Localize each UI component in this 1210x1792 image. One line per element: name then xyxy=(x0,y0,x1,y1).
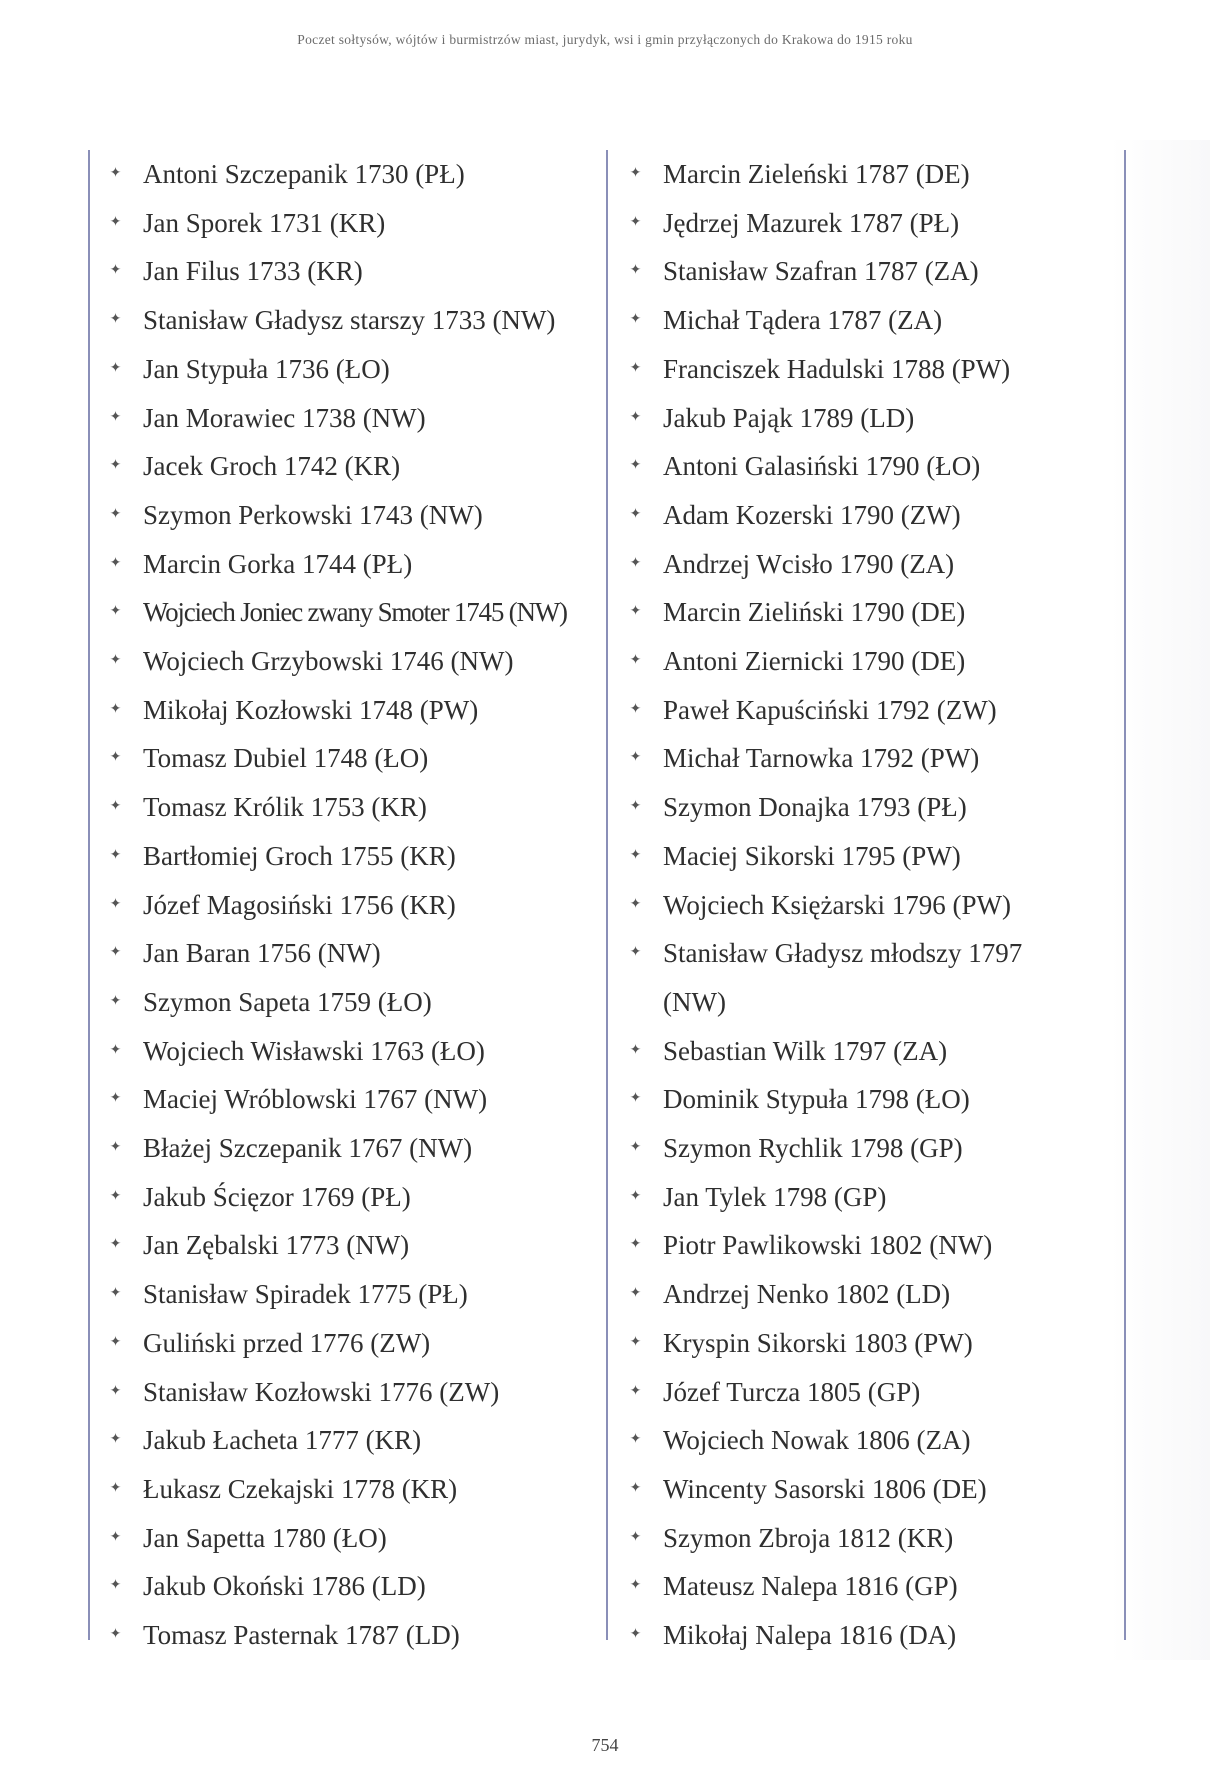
bullet-icon: ✦ xyxy=(629,1432,642,1448)
list-item-text: Szymon Zbroja 1812 (KR) xyxy=(663,1522,954,1553)
list-item xyxy=(88,1319,606,1368)
bullet-icon: ✦ xyxy=(109,166,122,181)
list-item xyxy=(88,1465,606,1514)
list-item-text: Tomasz Królik 1753 (KR) xyxy=(143,792,427,823)
list-item-text: Jan Baran 1756 (NW) xyxy=(143,938,381,969)
list-item xyxy=(608,1562,1124,1611)
list-item-text: Andrzej Nenko 1802 (LD) xyxy=(663,1279,951,1310)
list-item xyxy=(88,150,606,199)
bullet-icon: ✦ xyxy=(109,506,122,522)
bullet-icon: ✦ xyxy=(109,604,122,620)
list-item xyxy=(88,1027,606,1076)
list-item xyxy=(88,978,606,1027)
bullet-icon: ✦ xyxy=(629,312,642,328)
list-item xyxy=(608,1173,1124,1222)
list-item-text: Piotr Pawlikowski 1802 (NW) xyxy=(663,1230,993,1261)
right-column-rule xyxy=(1124,150,1126,1640)
list-item-text: Paweł Kapuściński 1792 (ZW) xyxy=(663,694,997,725)
bullet-icon: ✦ xyxy=(109,1188,122,1204)
list-item xyxy=(88,734,606,783)
list-item xyxy=(88,686,606,735)
list-item xyxy=(608,734,1124,783)
list-item xyxy=(608,1319,1124,1368)
bullet-icon: ✦ xyxy=(629,263,642,279)
list-item xyxy=(608,1514,1124,1563)
bullet-icon: ✦ xyxy=(109,263,122,279)
list-item xyxy=(88,345,606,394)
list-item xyxy=(608,1465,1124,1514)
page-number: 754 xyxy=(591,1735,619,1755)
list-item xyxy=(608,345,1124,394)
list-item xyxy=(608,199,1124,248)
bullet-icon: ✦ xyxy=(109,458,122,474)
bullet-icon: ✦ xyxy=(109,360,122,376)
list-item-text: Andrzej Wcisło 1790 (ZA) xyxy=(663,548,955,579)
list-item-text: Tomasz Dubiel 1748 (ŁO) xyxy=(143,743,429,774)
bullet-icon: ✦ xyxy=(629,166,642,181)
list-item-text: Jan Filus 1733 (KR) xyxy=(143,256,363,287)
list-item xyxy=(88,491,606,540)
list-item-text: Jakub Okoński 1786 (LD) xyxy=(143,1571,426,1602)
list-item-text: Mateusz Nalepa 1816 (GP) xyxy=(663,1571,958,1602)
bullet-icon: ✦ xyxy=(629,555,642,571)
bullet-icon: ✦ xyxy=(629,1188,642,1204)
list-item-text: Mikołaj Kozłowski 1748 (PW) xyxy=(143,694,479,725)
bullet-icon: ✦ xyxy=(109,1578,122,1594)
list-item-text: Stanisław Szafran 1787 (ZA) xyxy=(663,256,979,287)
bullet-icon: ✦ xyxy=(629,1578,642,1594)
list-item xyxy=(88,296,606,345)
list-item xyxy=(88,832,606,881)
list-item xyxy=(608,1221,1124,1270)
name-list-frame xyxy=(88,150,1126,1651)
list-item xyxy=(88,394,606,443)
bullet-icon: ✦ xyxy=(109,409,122,425)
list-item xyxy=(88,1514,606,1563)
bullet-icon: ✦ xyxy=(109,312,122,328)
list-item-text: Adam Kozerski 1790 (ZW) xyxy=(663,499,961,530)
list-item-text: Jakub Pająk 1789 (LD) xyxy=(663,402,915,433)
bullet-icon: ✦ xyxy=(109,653,122,669)
list-item-text: Dominik Stypuła 1798 (ŁO) xyxy=(663,1084,970,1115)
list-item xyxy=(608,1027,1124,1076)
running-header: Poczet sołtysów, wójtów i burmistrzów miast, jurydyk, wsi i gmin przyłączonych do Krakowa do 1915 roku xyxy=(297,32,913,47)
bullet-icon: ✦ xyxy=(629,604,642,620)
bullet-icon: ✦ xyxy=(629,847,642,863)
list-item xyxy=(608,296,1124,345)
list-item-text: Jan Tylek 1798 (GP) xyxy=(663,1181,887,1212)
list-item xyxy=(608,783,1124,832)
bullet-icon: ✦ xyxy=(629,1237,642,1253)
list-item xyxy=(608,1075,1124,1124)
list-item-text: Łukasz Czekajski 1778 (KR) xyxy=(143,1473,458,1504)
list-item xyxy=(608,394,1124,443)
list-item xyxy=(88,1221,606,1270)
bullet-icon: ✦ xyxy=(109,1042,122,1058)
list-item-text: Wojciech Grzybowski 1746 (NW) xyxy=(143,646,514,677)
list-item xyxy=(88,1368,606,1417)
list-item-text: Józef Turcza 1805 (GP) xyxy=(663,1376,921,1407)
list-item xyxy=(608,929,1124,1026)
bullet-icon: ✦ xyxy=(629,799,642,815)
list-item xyxy=(608,247,1124,296)
list-item xyxy=(88,1611,606,1660)
bullet-icon: ✦ xyxy=(629,1286,642,1302)
list-item-text: Jan Morawiec 1738 (NW) xyxy=(143,402,426,433)
bullet-icon: ✦ xyxy=(109,1432,122,1448)
list-item-text: Jędrzej Mazurek 1787 (PŁ) xyxy=(663,207,960,238)
list-item xyxy=(608,588,1124,637)
bullet-icon: ✦ xyxy=(109,1480,122,1496)
list-item-text: Mikołaj Nalepa 1816 (DA) xyxy=(663,1620,957,1651)
bullet-icon: ✦ xyxy=(109,555,122,571)
bullet-icon: ✦ xyxy=(629,1480,642,1496)
bullet-icon: ✦ xyxy=(629,1091,642,1107)
list-item-text: Franciszek Hadulski 1788 (PW) xyxy=(663,353,1011,384)
list-item-text: Jakub Ścięzor 1769 (PŁ) xyxy=(143,1181,411,1212)
list-item-text: Stanisław Spiradek 1775 (PŁ) xyxy=(143,1279,468,1310)
list-item-text: Stanisław Gładysz młodszy 1797 (NW) xyxy=(663,938,1023,1017)
bullet-icon: ✦ xyxy=(629,360,642,376)
bullet-icon: ✦ xyxy=(109,1529,122,1545)
bullet-icon: ✦ xyxy=(109,799,122,815)
list-item xyxy=(608,1270,1124,1319)
list-item xyxy=(608,686,1124,735)
bullet-icon: ✦ xyxy=(109,1286,122,1302)
list-item xyxy=(88,540,606,589)
list-item xyxy=(88,637,606,686)
list-item-text: Szymon Sapeta 1759 (ŁO) xyxy=(143,986,432,1017)
list-item-text: Marcin Zieleński 1787 (DE) xyxy=(663,159,970,189)
bullet-icon: ✦ xyxy=(629,653,642,669)
list-item xyxy=(608,832,1124,881)
list-item-text: Błażej Szczepanik 1767 (NW) xyxy=(143,1133,473,1164)
list-item-text: Guliński przed 1776 (ZW) xyxy=(143,1327,431,1358)
list-item-text: Stanisław Kozłowski 1776 (ZW) xyxy=(143,1376,500,1407)
list-item-text: Wojciech Nowak 1806 (ZA) xyxy=(663,1425,971,1456)
list-item xyxy=(88,1075,606,1124)
right-name-column xyxy=(608,150,1124,1660)
list-item-text: Antoni Galasiński 1790 (ŁO) xyxy=(663,451,981,482)
bullet-icon: ✦ xyxy=(629,458,642,474)
list-item xyxy=(88,199,606,248)
list-item xyxy=(88,1124,606,1173)
list-item xyxy=(608,1611,1124,1660)
bullet-icon: ✦ xyxy=(629,409,642,425)
bullet-icon: ✦ xyxy=(629,1383,642,1399)
bullet-icon: ✦ xyxy=(109,993,122,1009)
list-item-text: Jan Sapetta 1780 (ŁO) xyxy=(143,1522,387,1553)
list-item-text: Jakub Łacheta 1777 (KR) xyxy=(143,1425,422,1456)
bullet-icon: ✦ xyxy=(109,750,122,766)
list-item xyxy=(88,1562,606,1611)
list-item xyxy=(88,1270,606,1319)
list-item-text: Szymon Donajka 1793 (PŁ) xyxy=(663,792,967,823)
list-item xyxy=(88,1173,606,1222)
bullet-icon: ✦ xyxy=(629,1042,642,1058)
list-item-text: Antoni Szczepanik 1730 (PŁ) xyxy=(143,159,465,189)
bullet-icon: ✦ xyxy=(109,1627,122,1643)
list-item-text: Wincenty Sasorski 1806 (DE) xyxy=(663,1473,987,1504)
bullet-icon: ✦ xyxy=(629,214,642,230)
list-item xyxy=(608,540,1124,589)
bullet-icon: ✦ xyxy=(109,214,122,230)
bullet-icon: ✦ xyxy=(629,945,642,961)
list-item-text: Sebastian Wilk 1797 (ZA) xyxy=(663,1035,948,1066)
bullet-icon: ✦ xyxy=(109,701,122,717)
list-item xyxy=(88,442,606,491)
list-item-text: Bartłomiej Groch 1755 (KR) xyxy=(143,840,456,871)
list-item-text: Szymon Perkowski 1743 (NW) xyxy=(143,499,483,530)
list-item-text: Tomasz Pasternak 1787 (LD) xyxy=(143,1620,460,1651)
bullet-icon: ✦ xyxy=(109,1091,122,1107)
bullet-icon: ✦ xyxy=(629,896,642,912)
bullet-icon: ✦ xyxy=(109,847,122,863)
bullet-icon: ✦ xyxy=(109,1334,122,1350)
bullet-icon: ✦ xyxy=(629,1529,642,1545)
bullet-icon: ✦ xyxy=(629,750,642,766)
bullet-icon: ✦ xyxy=(109,1237,122,1253)
list-item xyxy=(608,1416,1124,1465)
list-item xyxy=(608,491,1124,540)
list-item-text: Szymon Rychlik 1798 (GP) xyxy=(663,1133,963,1164)
list-item xyxy=(88,881,606,930)
left-name-column xyxy=(88,150,606,1660)
list-item xyxy=(608,442,1124,491)
list-item xyxy=(608,1124,1124,1173)
list-item-text: Jan Stypuła 1736 (ŁO) xyxy=(143,353,390,384)
list-item xyxy=(88,247,606,296)
bullet-icon: ✦ xyxy=(629,1140,642,1156)
list-item-text: Jacek Groch 1742 (KR) xyxy=(143,451,401,482)
list-item-text: Maciej Sikorski 1795 (PW) xyxy=(663,840,961,871)
bullet-icon: ✦ xyxy=(629,506,642,522)
bullet-icon: ✦ xyxy=(629,1334,642,1350)
list-item xyxy=(88,929,606,978)
list-item xyxy=(88,1416,606,1465)
list-item xyxy=(88,588,606,637)
list-item-text: Jan Sporek 1731 (KR) xyxy=(143,207,386,238)
list-item-text: Wojciech Wisławski 1763 (ŁO) xyxy=(143,1035,485,1066)
list-item-text: Stanisław Gładysz starszy 1733 (NW) xyxy=(143,305,556,336)
list-item xyxy=(608,1368,1124,1417)
bullet-icon: ✦ xyxy=(109,945,122,961)
list-item xyxy=(88,783,606,832)
list-item-text: Jan Zębalski 1773 (NW) xyxy=(143,1230,410,1261)
bullet-icon: ✦ xyxy=(629,1627,642,1643)
list-item xyxy=(608,881,1124,930)
list-item-text: Wojciech Joniec zwany Smoter 1745 (NW) xyxy=(143,597,567,628)
list-item xyxy=(608,637,1124,686)
bullet-icon: ✦ xyxy=(629,701,642,717)
list-item xyxy=(608,150,1124,199)
list-item-text: Michał Tarnowka 1792 (PW) xyxy=(663,743,980,774)
list-item-text: Józef Magosiński 1756 (KR) xyxy=(143,889,456,920)
list-item-text: Michał Tądera 1787 (ZA) xyxy=(663,305,943,336)
bullet-icon: ✦ xyxy=(109,1383,122,1399)
list-item-text: Maciej Wróblowski 1767 (NW) xyxy=(143,1084,488,1115)
list-item-text: Antoni Ziernicki 1790 (DE) xyxy=(663,646,966,677)
bullet-icon: ✦ xyxy=(109,896,122,912)
list-item-text: Marcin Gorka 1744 (PŁ) xyxy=(143,548,413,579)
list-item-text: Marcin Zieliński 1790 (DE) xyxy=(663,597,966,628)
bullet-icon: ✦ xyxy=(109,1140,122,1156)
list-item-text: Wojciech Księżarski 1796 (PW) xyxy=(663,889,1011,920)
list-item-text: Kryspin Sikorski 1803 (PW) xyxy=(663,1327,973,1358)
